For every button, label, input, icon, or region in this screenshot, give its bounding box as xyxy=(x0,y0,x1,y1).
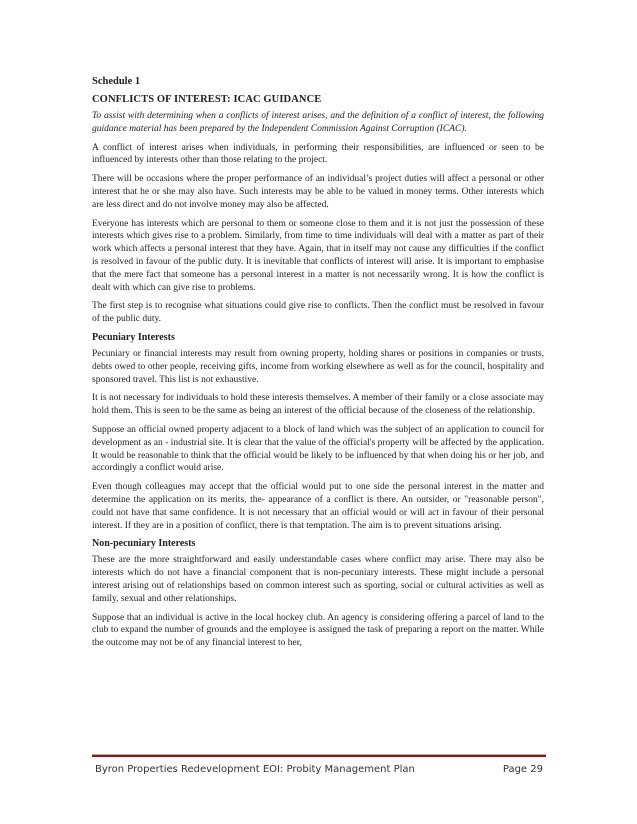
intro-paragraph: To assist with determining when a conflicts of interest arises, and the definition of a conflict of interest, the following guidance material has been prepared by the Independent Commission Against Corruption (ICAC). xyxy=(92,111,544,134)
paragraph: The first step is to recognise what situations could give rise to conflicts. Then the conflict must be resolved in favour of the public duty. xyxy=(92,301,544,325)
paragraph: Pecuniary or financial interests may result from owning property, holding shares or positions in companies or trusts, debts owed to other people, receiving gifts, income from working elsewhere as well as for the council, hospitality and sponsored travel. This list is not exhaustive. xyxy=(92,348,544,385)
footer-page-number: Page 29 xyxy=(502,764,543,775)
paragraph: Suppose that an individual is active in the local hockey club. An agency is considering offering a parcel of land to the club to expand the number of grounds and the employee is assigned the task of preparing a report on the matter. While the outcome may not be of any financial interest to her, xyxy=(92,612,544,649)
paragraph: It is not necessary for individuals to hold these interests themselves. A member of their family or a close associate may hold them. This is seen to be the same as being an interest of the official because of the closeness of the relationship. xyxy=(92,393,544,417)
paragraph: Suppose an official owned property adjacent to a block of land which was the subject of an application to council for development as an - industrial site. It is clear that the value of the official's property will be affected by the application. It would be reasonable to think that the official would be likely to be influenced by that when doing his or her job, and accordingly a conflict would arise. xyxy=(92,424,544,474)
paragraph: There will be occasions where the proper performance of an individual’s project duties will affect a personal or other interest that he or she may also have. Such interests may be able to be valued in money terms. Other interests which are less direct and do not involve money may also be affected. xyxy=(92,174,544,210)
non-pecuniary-heading: Non-pecuniary Interests xyxy=(92,538,196,550)
page-title: CONFLICTS OF INTEREST: ICAC GUIDANCE xyxy=(92,94,322,105)
paragraph: Everyone has interests which are personal to them or someone close to them and it is not just the possession of these interests which gives rise to a problem. Similarly, from time to time individuals will deal with a matter as part of their work which affects a personal interest that they have. Again, that in itself may not cause any difficulties if the conflict is resolved in favour of the public duty. It is inevitable that conflicts of interest will arise. It is important to emphasise that the mere fact that someone has a personal interest in a matter is not necessarily wrong. It is how the conflict is dealt with which can give rise to problems. xyxy=(92,218,544,293)
footer-document-title: Byron Properties Redevelopment EOI: Probity Management Plan xyxy=(95,764,415,775)
pecuniary-heading: Pecuniary Interests xyxy=(92,331,175,343)
page-footer xyxy=(95,764,543,778)
paragraph: Even though colleagues may accept that the official would put to one side the personal interest in the matter and determine the application on its merits, the- appearance of a conflict is there. An outsider, or "reasonable person", could not have that same confidence. It is not necessary that an official would or will act in favour of their personal interest. If they are in a position of conflict, there is that temptation. The aim is to prevent situations arising. xyxy=(92,482,544,531)
footer-rule xyxy=(92,754,546,757)
paragraph: These are the more straightforward and easily understandable cases where conflict may arise. There may also be interests which do not have a financial component that is non-pecuniary interests. These might include a personal interest arising out of relationships based on common interest such as sporting, social or cultural activities as well as family, sexual and other relationships. xyxy=(92,555,544,604)
schedule-heading: Schedule 1 xyxy=(92,76,141,87)
paragraph: A conflict of interest arises when individuals, in performing their responsibilities, are influenced or seen to be influenced by interests other than those relating to the project. xyxy=(92,142,544,166)
document-body xyxy=(92,76,544,656)
